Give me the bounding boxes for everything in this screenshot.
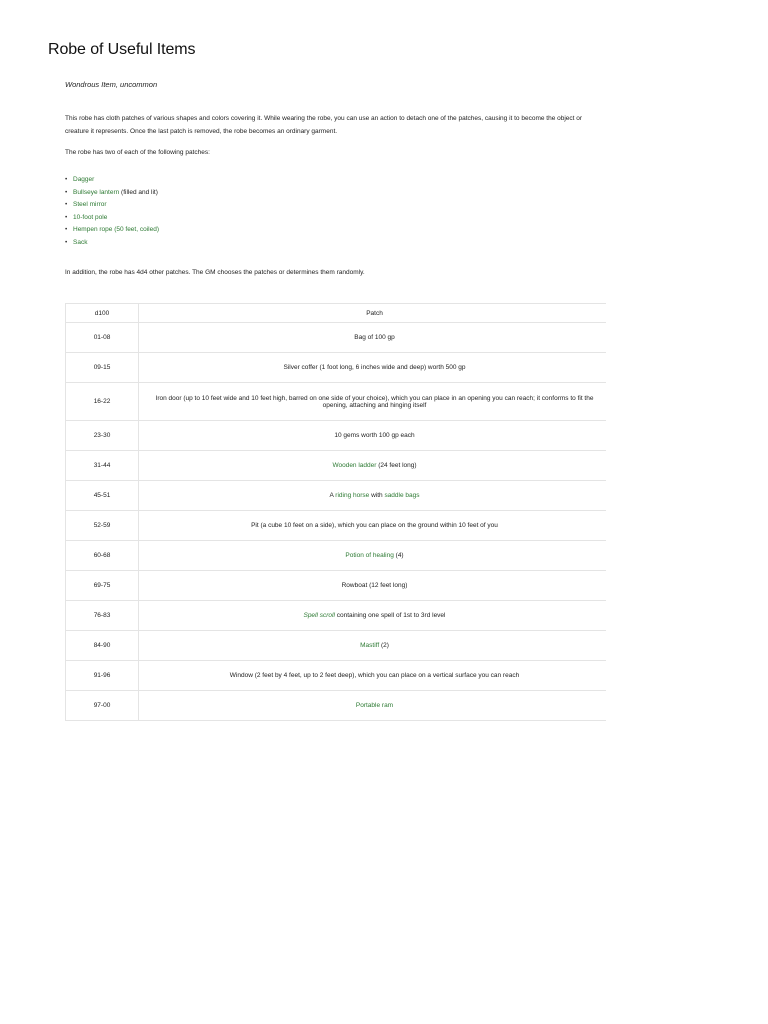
table-row <box>66 353 607 383</box>
patch-text: (24 feet long) <box>376 462 417 469</box>
riding-horse-link[interactable]: riding horse <box>335 492 370 499</box>
bullseye-lantern-link[interactable]: Bullseye lantern <box>73 188 120 196</box>
patch-cell <box>139 661 607 691</box>
patch-text: A <box>329 492 336 499</box>
wooden-ladder-link[interactable]: Wooden ladder <box>332 462 377 469</box>
patch-cell <box>139 541 607 571</box>
ten-foot-pole-link[interactable]: 10-foot pole <box>73 213 108 221</box>
sack-link[interactable]: Sack <box>73 238 88 246</box>
patch-text: Rowboat (12 feet long) <box>341 582 408 589</box>
patch-text: Window (2 feet by 4 feet, up to 2 feet deep), which you can place on a vertical surface you can reach <box>229 672 520 679</box>
hempen-rope-link[interactable]: Hempen rope (50 feet, coiled) <box>73 226 159 233</box>
list-item <box>65 187 159 200</box>
patch-cell <box>139 631 607 661</box>
patch-cell <box>139 451 607 481</box>
table-row <box>66 421 607 451</box>
description-paragraph: This robe has cloth patches of various shapes and colors covering it. While wearing the robe, you can use an action to detach one of the patches, causing it to become the object or creature it represents. Once the last patch is removed, the robe becomes an ordinary garment. <box>65 115 583 135</box>
patch-cell <box>139 601 607 631</box>
mastiff-link[interactable]: Mastiff <box>360 642 380 649</box>
patch-table <box>65 303 606 721</box>
roll-cell: 01-08 <box>66 323 139 353</box>
bullet-icon: • <box>65 188 68 196</box>
item-type-subtitle: Wondrous Item, uncommon <box>65 80 158 89</box>
patch-text: Silver coffer (1 foot long, 6 inches wide and deep) worth 500 gp <box>283 364 466 371</box>
patch-text: Pit (a cube 10 feet on a side), which you can place on the ground within 10 feet of you <box>251 522 498 529</box>
table-row <box>66 631 607 661</box>
list-item <box>65 237 159 250</box>
patch-cell <box>139 383 607 421</box>
table-row <box>66 661 607 691</box>
roll-cell: 09-15 <box>66 353 139 383</box>
column-header-patch: Patch <box>139 304 607 323</box>
patch-text: 10 gems worth 100 gp each <box>334 432 415 439</box>
roll-cell: 76-83 <box>66 601 139 631</box>
table-row <box>66 451 607 481</box>
roll-cell: 45-51 <box>66 481 139 511</box>
table-row <box>66 541 607 571</box>
bullet-icon: • <box>65 213 68 221</box>
bullet-icon: • <box>65 238 68 246</box>
table-row <box>66 571 607 601</box>
list-item <box>65 224 159 237</box>
spell-scroll-link[interactable]: Spell scroll <box>303 612 335 619</box>
patch-text: (4) <box>393 552 404 559</box>
roll-cell: 52-59 <box>66 511 139 541</box>
patch-cell <box>139 421 607 451</box>
table-row <box>66 601 607 631</box>
roll-cell: 91-96 <box>66 661 139 691</box>
potion-of-healing-link[interactable]: Potion of healing <box>345 552 394 559</box>
bullet-icon: • <box>65 226 68 233</box>
roll-cell: 31-44 <box>66 451 139 481</box>
table-row <box>66 691 607 721</box>
patch-table-container <box>65 303 606 721</box>
portable-ram-link[interactable]: Portable ram <box>355 702 394 709</box>
list-item <box>65 212 159 225</box>
list-item <box>65 174 159 187</box>
roll-cell: 23-30 <box>66 421 139 451</box>
additional-patches-paragraph: In addition, the robe has 4d4 other patches. The GM chooses the patches or determines them randomly. <box>65 269 365 276</box>
list-item-text: (filled and lit) <box>119 188 158 196</box>
patch-cell <box>139 481 607 511</box>
patch-cell <box>139 571 607 601</box>
list-item <box>65 199 159 212</box>
table-header-row <box>66 304 607 323</box>
roll-cell: 69-75 <box>66 571 139 601</box>
saddle-bags-link[interactable]: saddle bags <box>384 492 420 499</box>
steel-mirror-link[interactable]: Steel mirror <box>73 201 107 208</box>
patch-cell <box>139 353 607 383</box>
patch-text: Iron door (up to 10 feet wide and 10 feet high, barred on one side of your choice), which you can place in an opening you can reach; it conforms to fit the opening, attaching and hinging itself <box>155 394 594 409</box>
patch-cell <box>139 511 607 541</box>
patch-list <box>65 174 159 249</box>
column-header-roll: d100 <box>66 304 139 323</box>
patch-cell <box>139 691 607 721</box>
patch-text: containing one spell of 1st to 3rd level <box>334 612 446 619</box>
patches-intro-paragraph: The robe has two of each of the following patches: <box>65 149 210 156</box>
patch-text: Bag of 100 gp <box>354 334 395 341</box>
patch-text: with <box>369 492 385 499</box>
dagger-link[interactable]: Dagger <box>73 176 95 183</box>
table-row <box>66 323 607 353</box>
table-row <box>66 481 607 511</box>
patch-cell <box>139 323 607 353</box>
roll-cell: 16-22 <box>66 383 139 421</box>
roll-cell: 84-90 <box>66 631 139 661</box>
table-row <box>66 511 607 541</box>
bullet-icon: • <box>65 201 68 208</box>
bullet-icon: • <box>65 176 68 183</box>
page-title: Robe of Useful Items <box>48 41 196 58</box>
patch-text: (2) <box>379 642 389 649</box>
roll-cell: 97-00 <box>66 691 139 721</box>
roll-cell: 60-68 <box>66 541 139 571</box>
table-row <box>66 383 607 421</box>
